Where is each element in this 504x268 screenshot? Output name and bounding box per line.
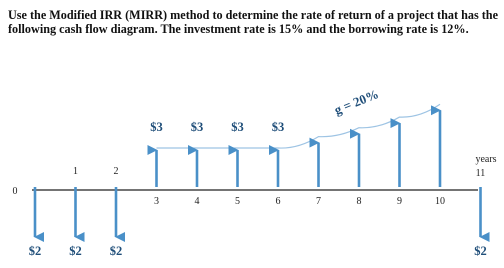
cash-flows — [13, 110, 487, 258]
amount-label-5: $3 — [231, 120, 244, 134]
period-label-5: 5 — [235, 196, 240, 207]
period-label-6: 6 — [275, 196, 281, 207]
amount-label-11: $2 — [474, 244, 487, 258]
period-label-10: 10 — [435, 196, 445, 207]
amount-label-6: $3 — [271, 120, 285, 134]
years-axis-label: years — [475, 154, 497, 165]
amount-label-3: $3 — [150, 120, 163, 134]
period-label-0: 0 — [12, 186, 18, 197]
amount-label-1: $2 — [69, 244, 82, 258]
period-label-3: 3 — [154, 196, 159, 207]
period-label-11: 11 — [475, 168, 486, 179]
period-label-7: 7 — [316, 196, 321, 207]
amount-label-2: $2 — [109, 244, 123, 258]
problem-statement: Use the Modified IRR (MIRR) method to determine the rate of return of a project that has the following cash flow diagram. The investment rate is 15% and the borrowing rate is 12%. — [8, 8, 498, 36]
period-label-1: 1 — [73, 166, 78, 177]
amount-label-4: $3 — [190, 120, 204, 134]
amount-label-0: $2 — [28, 244, 42, 258]
period-label-2: 2 — [113, 166, 119, 177]
period-label-4: 4 — [194, 196, 200, 207]
period-label-9: 9 — [397, 196, 402, 207]
growth-label: g = 20% — [331, 86, 381, 118]
period-label-8: 8 — [356, 196, 362, 207]
